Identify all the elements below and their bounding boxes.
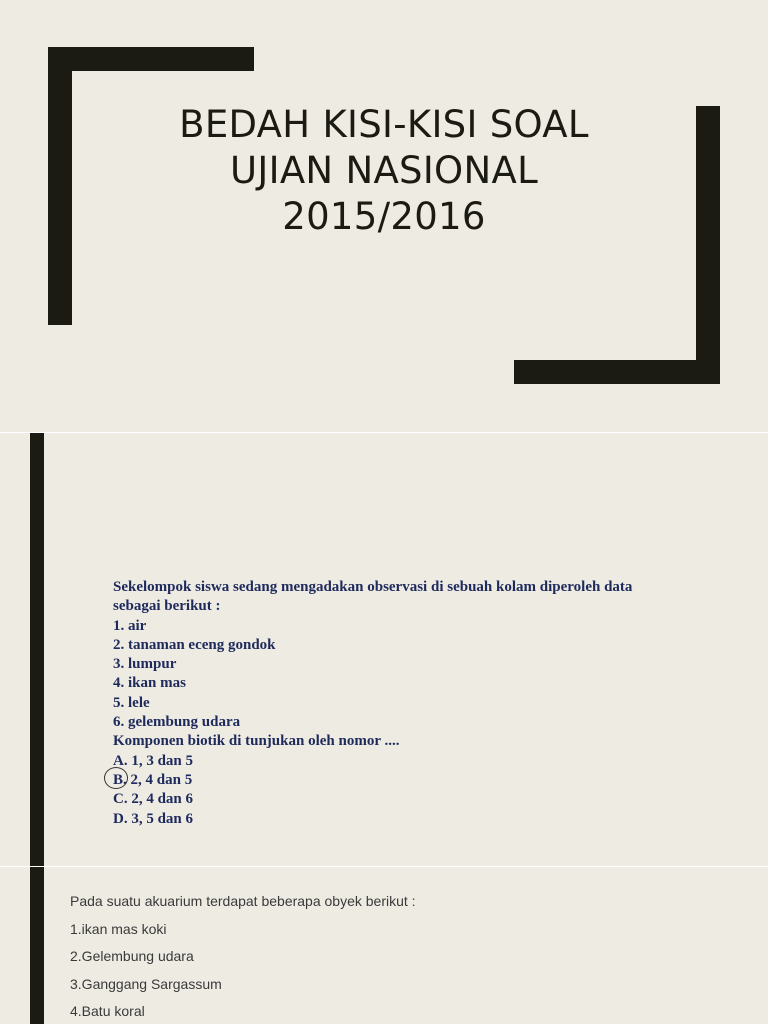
list-item: 1.ikan mas koki <box>70 920 167 937</box>
slide-text-line: Pada suatu akuarium terdapat beberapa obyek berikut : <box>70 893 416 909</box>
question-line: sebagai berikut : <box>113 598 221 615</box>
list-item: 4. ikan mas <box>113 675 186 692</box>
corner-bracket-top-left-horizontal <box>48 47 254 71</box>
slide-title <box>80 102 688 240</box>
corner-bracket-bottom-right-vertical <box>696 106 720 384</box>
title-slide <box>0 0 768 432</box>
question-block <box>113 578 713 829</box>
question-prompt: Komponen biotik di tunjukan oleh nomor .... <box>113 733 400 750</box>
answer-option-b: B. 2, 4 dan 5 <box>113 771 193 788</box>
list-item: 3. lumpur <box>113 656 177 673</box>
slide-divider <box>0 866 768 867</box>
aquarium-slide <box>70 890 730 1024</box>
list-item: 6. gelembung udara <box>113 714 241 731</box>
answer-option-c: C. 2, 4 dan 6 <box>113 791 194 808</box>
list-item: 2. tanaman eceng gondok <box>113 636 276 653</box>
title-line-1: BEDAH KISI-KISI SOAL <box>179 103 589 146</box>
list-item: 4.Batu koral <box>70 1003 145 1019</box>
left-accent-bar <box>30 433 44 1024</box>
question-slide <box>0 433 768 866</box>
title-line-2: UJIAN NASIONAL <box>230 149 538 192</box>
title-line-3: 2015/2016 <box>282 195 486 238</box>
answer-option-d: D. 3, 5 dan 6 <box>113 810 194 827</box>
corner-bracket-bottom-right-horizontal <box>514 360 720 384</box>
selected-answer-circle <box>104 767 128 789</box>
answer-option-a: A. 1, 3 dan 5 <box>113 752 194 769</box>
list-item: 3.Ganggang Sargassum <box>70 975 222 992</box>
list-item: 1. air <box>113 617 147 634</box>
list-item: 5. lele <box>113 694 150 711</box>
corner-bracket-top-left-vertical <box>48 47 72 325</box>
question-line: Sekelompok siswa sedang mengadakan observasi di sebuah kolam diperoleh data <box>113 579 633 595</box>
list-item: 2.Gelembung udara <box>70 948 194 964</box>
